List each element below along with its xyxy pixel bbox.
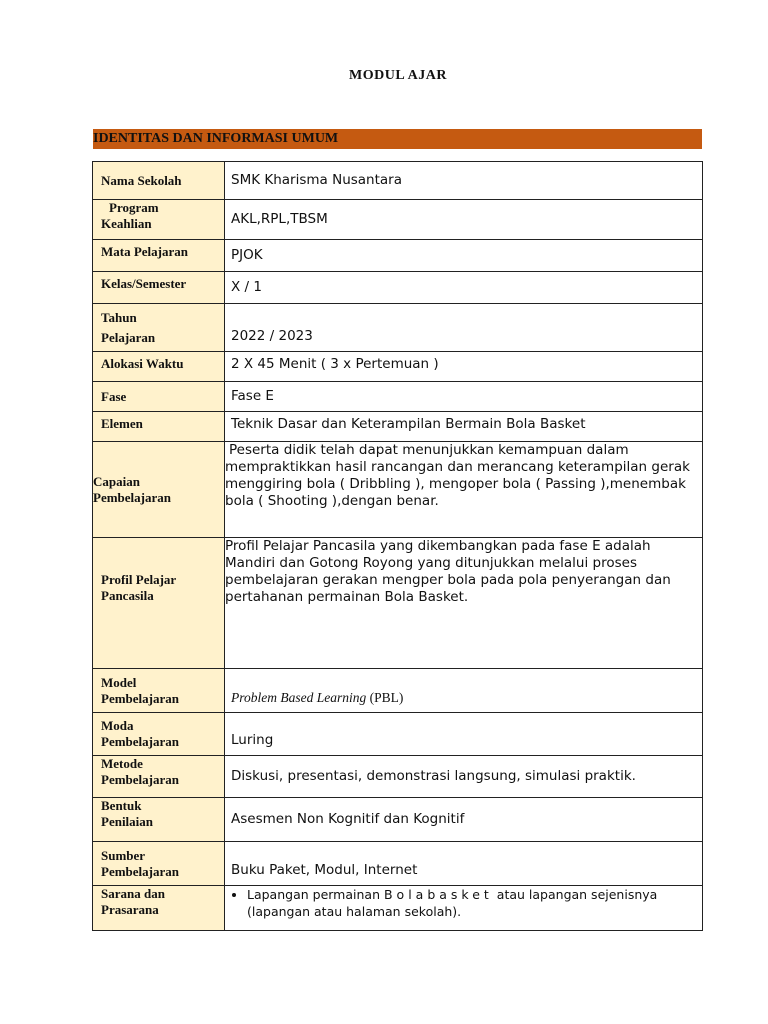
- label-alokasi-waktu: Alokasi Waktu: [93, 352, 225, 382]
- value-sumber: Buku Paket, Modul, Internet: [225, 842, 703, 886]
- value-program-keahlian: AKL,RPL,TBSM: [225, 200, 703, 240]
- table-row: [93, 304, 703, 352]
- label-program-keahlian: Program Keahlian: [93, 200, 225, 240]
- table-row: [93, 669, 703, 713]
- label-tahun-pelajaran: Tahun Pelajaran: [93, 304, 225, 352]
- label-kelas-semester: Kelas/Semester: [93, 272, 225, 304]
- value-alokasi-waktu: 2 X 45 Menit ( 3 x Pertemuan ): [225, 352, 703, 382]
- label-bentuk: Bentuk Penilaian: [93, 798, 225, 842]
- value-moda: Luring: [225, 713, 703, 756]
- value-elemen: Teknik Dasar dan Keterampilan Bermain Bola Basket: [225, 412, 703, 442]
- label-elemen: Elemen: [93, 412, 225, 442]
- table-row: [93, 798, 703, 842]
- label-sarana: Sarana dan Prasarana: [93, 886, 225, 931]
- value-profil: Profil Pelajar Pancasila yang dikembangkan pada fase E adalah Mandiri dan Gotong Royong yang ditunjukkan melalui proses pembelajaran gerakan mengper bola pada pola penyerangan dan pertahanan permainan Bola Basket.: [225, 538, 703, 669]
- value-nama-sekolah: SMK Kharisma Nusantara: [225, 162, 703, 200]
- label-sumber: Sumber Pembelajaran: [93, 842, 225, 886]
- sarana-list: [225, 886, 702, 920]
- list-item: • Lapangan permainan Bolabasket atau lapangan sejenisnya (lapangan atau halaman sekolah).: [247, 886, 702, 920]
- table-row: [93, 240, 703, 272]
- table-row: [93, 713, 703, 756]
- value-metode: Diskusi, presentasi, demonstrasi langsung, simulasi praktik.: [225, 756, 703, 798]
- value-fase: Fase E: [225, 382, 703, 412]
- table-row: [93, 272, 703, 304]
- table-row: [93, 886, 703, 931]
- label-moda: Moda Pembelajaran: [93, 713, 225, 756]
- value-mata-pelajaran: PJOK: [225, 240, 703, 272]
- table-row: [93, 756, 703, 798]
- value-capaian: Peserta didik telah dapat menunjukkan kemampuan dalam mempraktikkan hasil rancangan dan merancang keterampilan gerak menggiring bola ( Dribbling ), mengoper bola ( Passing ),menembak bola ( Shooting ),dengan benar.: [225, 442, 703, 538]
- label-capaian: Capaian Pembelajaran: [93, 442, 225, 538]
- table-row: [93, 842, 703, 886]
- table-row: [93, 538, 703, 669]
- value-kelas-semester: X / 1: [225, 272, 703, 304]
- label-profil: Profil Pelajar Pancasila: [93, 538, 225, 669]
- label-mata-pelajaran: Mata Pelajaran: [93, 240, 225, 272]
- label-fase: Fase: [93, 382, 225, 412]
- table-row: [93, 382, 703, 412]
- document-title: MODUL AJAR: [349, 68, 447, 83]
- value-tahun-pelajaran: 2022 / 2023: [225, 304, 703, 352]
- label-model: Model Pembelajaran: [93, 669, 225, 713]
- identity-table: [92, 161, 703, 931]
- table-row: [93, 412, 703, 442]
- table-row: [93, 162, 703, 200]
- section-header: IDENTITAS DAN INFORMASI UMUM: [93, 129, 702, 149]
- label-nama-sekolah: Nama Sekolah: [93, 162, 225, 200]
- table-row: [93, 352, 703, 382]
- value-sarana: [225, 886, 703, 931]
- table-row: [93, 442, 703, 538]
- table-row: [93, 200, 703, 240]
- label-metode: Metode Pembelajaran: [93, 756, 225, 798]
- value-bentuk: Asesmen Non Kognitif dan Kognitif: [225, 798, 703, 842]
- value-model: Problem Based Learning (PBL): [225, 669, 703, 713]
